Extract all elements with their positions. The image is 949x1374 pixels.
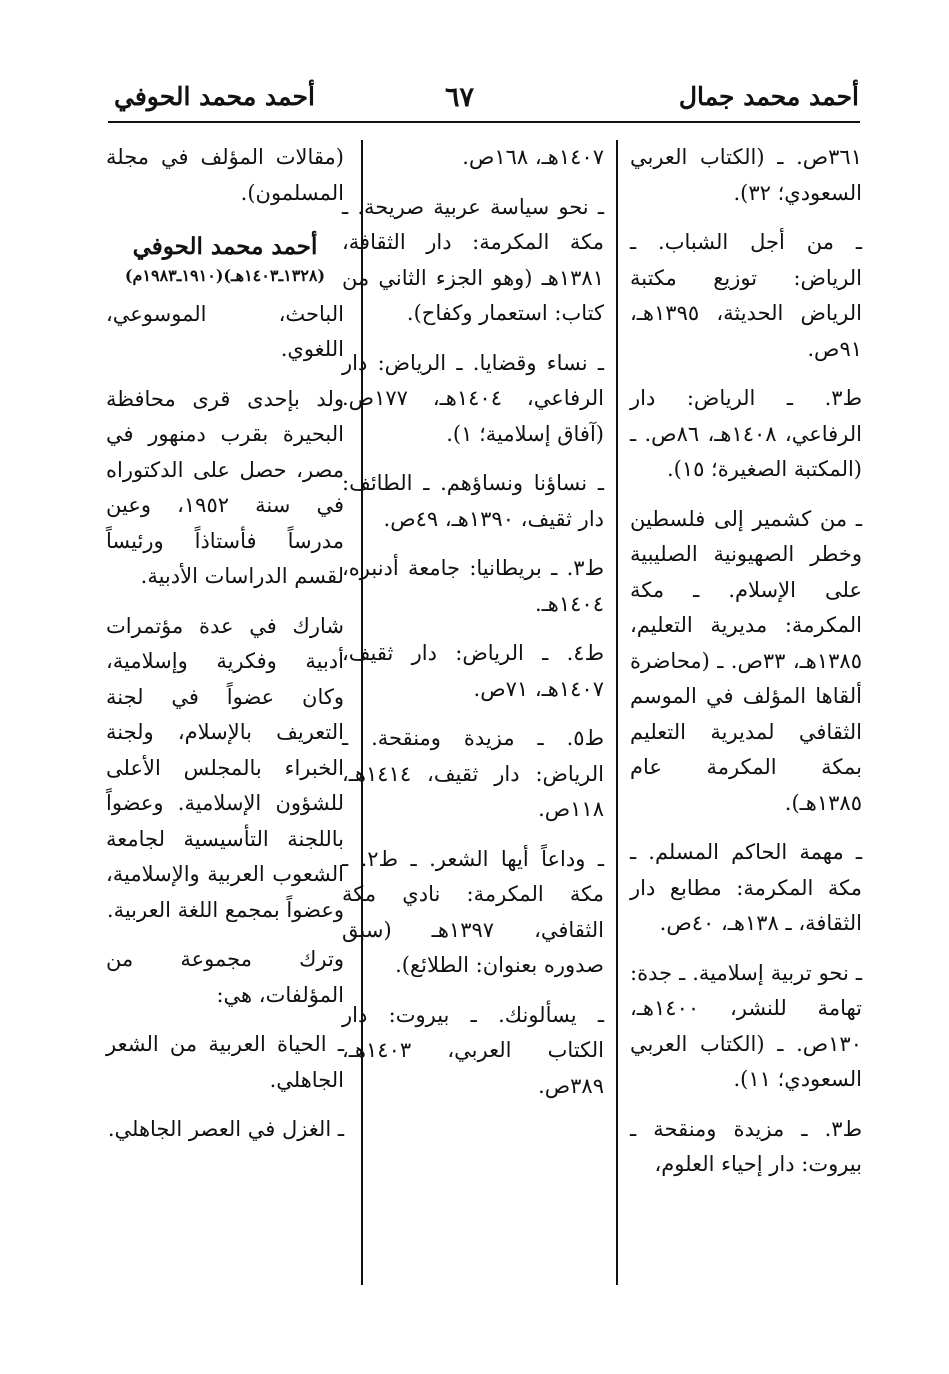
- paragraph: وترك مجموعة من المؤلفات، هي:: [106, 947, 344, 1007]
- column-divider-right: [616, 140, 618, 1285]
- entry: ـ نساؤنا ونساؤهم. ـ الطائف: دار ثقيف، ١٣٩٠هـ، ٤٩ص.: [342, 471, 604, 531]
- entry: ـ الغزل في العصر الجاهلي.: [107, 1117, 344, 1141]
- running-head-right: أحمد محمد جمال: [678, 82, 859, 111]
- entry: ـ مهمة الحاكم المسلم. ـ مكة المكرمة: مطابع دار الثقافة، ـ ١٣٨هـ، ٤٠ص.: [630, 840, 862, 935]
- biography-dates: (١٣٢٨ـ١٤٠٣هـ)(١٩١٠ـ١٩٨٣م): [124, 265, 326, 285]
- entry: ط٣. ـ الرياض: دار الرفاعي، ١٤٠٨هـ، ٨٦ص. ـ (المكتبة الصغيرة؛ ١٥).: [630, 386, 862, 481]
- entry: ـ نساء وقضايا. ـ الرياض: دار الرفاعي، ١٤٠٤هـ، ١٧٧ص. (آفاق إسلامية؛ ١).: [342, 350, 604, 446]
- entry: ـ من كشمير إلى فلسطين وخطر الصهيونية الصليبية على الإسلام. ـ مكة المكرمة: مديرية التعليم، ١٣٨٥هـ، ٣٣ص. ـ (محاضرة ألقاها المؤلف في الموسم الثقافي لمديرية التعليم بمكة المكرمة عام ١٣٨٥هـ).: [630, 506, 862, 815]
- entry: ط٥. ـ مزيدة ومنقحة. ـ الرياض: دار ثقيف، ١٤١٤هـ، ١١٨ص.: [342, 726, 604, 821]
- entry: ٣٦١ص. ـ (الكتاب العربي السعودي؛ ٣٢).: [630, 145, 862, 205]
- header-rule: [108, 121, 860, 123]
- entry: ط٤. ـ الرياض: دار ثقيف، ١٤٠٧هـ، ٧١ص.: [342, 641, 604, 701]
- column-right: [630, 140, 862, 1197]
- entry: ١٤٠٧هـ، ١٦٨ص.: [462, 145, 604, 169]
- entry: ط٣. ـ مزيدة ومنقحة ـ بيروت: دار إحياء العلوم،: [630, 1116, 862, 1176]
- entry: ـ الحياة العربية من الشعر الجاهلي.: [106, 1032, 344, 1092]
- column-middle: [342, 140, 604, 1118]
- entry: ـ نحو سياسة عربية صريحة. ـ مكة المكرمة: دار الثقافة، ١٣٨١هـ (وهو الجزء الثاني من كتاب: استعمار وكفاح).: [342, 194, 604, 325]
- paragraph: شارك في عدة مؤتمرات أدبية وفكرية وإسلامية، وكان عضواً في لجنة التعريف بالإسلام، ولجنة الخبراء بالمجلس الأعلى للشؤون الإسلامية. وعضواً باللجنة التأسيسية لجامعة الشعوب العربية والإسلامية، وعضواً بمجمع اللغة العربية.: [106, 613, 344, 922]
- entry: ط٣. ـ بريطانيا: جامعة أدنبره، ١٤٠٤هـ.: [342, 556, 604, 616]
- entry: ـ نحو تربية إسلامية. ـ جدة: تهامة للنشر، ١٤٠٠هـ، ١٣٠ص. ـ (الكتاب العربي السعودي؛ ١١).: [630, 960, 862, 1091]
- page-header: [0, 78, 949, 118]
- entry: ـ يسألونك. ـ بيروت: دار الكتاب العربي، ١٤٠٣هـ، ٣٨٩ص.: [342, 1002, 604, 1098]
- page-number: ٦٧: [445, 82, 475, 113]
- column-left: [106, 140, 344, 1162]
- entry: ـ وداعاً أيها الشعر. ـ ط٢. ـ مكة المكرمة: نادي مكة الثقافي، ١٣٩٧هـ (سبق صدوره بعنوان: الطلائع).: [342, 846, 605, 977]
- entry: (مقالات المؤلف في مجلة المسلمون).: [106, 145, 344, 205]
- running-head-left: أحمد محمد الحوفي: [114, 82, 315, 111]
- biography-name: أحمد محمد الحوفي: [132, 233, 318, 260]
- entry: ـ من أجل الشباب. ـ الرياض: توزيع مكتبة الرياض الحديثة، ١٣٩٥هـ، ٩١ص.: [630, 230, 862, 361]
- paragraph: الباحث، الموسوعي، اللغوي.: [106, 301, 344, 361]
- paragraph: ولد بإحدى قرى محافظة البحيرة بقرب دمنهور في مصر، حصل على الدكتوراه في سنة ١٩٥٢، وعين مدرساً فأستاذاً ورئيساً لقسم الدراسات الأدبية.: [106, 386, 344, 588]
